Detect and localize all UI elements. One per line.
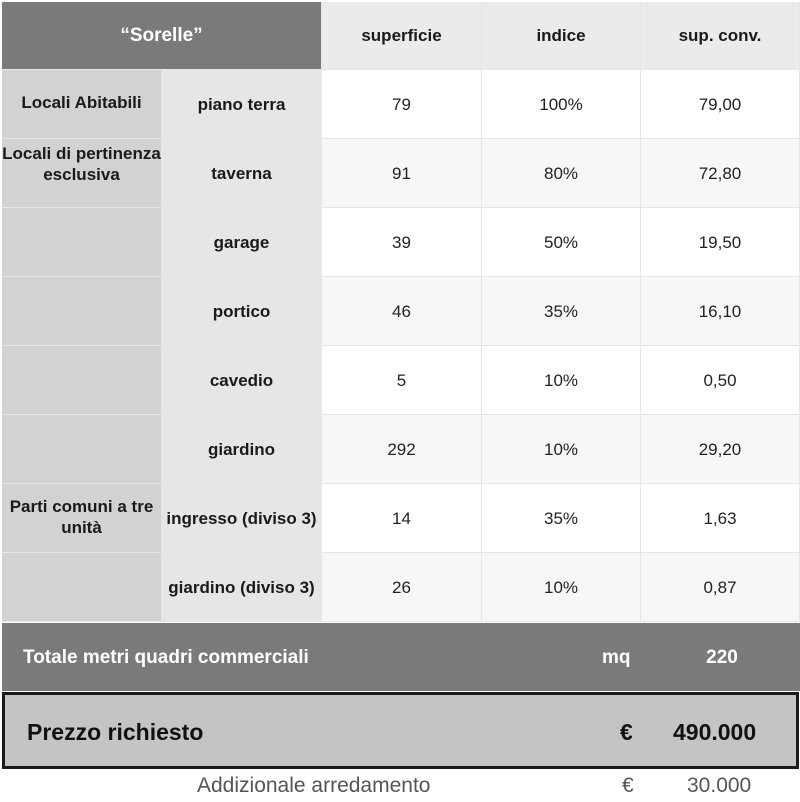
row-sup-conv: 19,50 bbox=[641, 208, 800, 277]
row-group: Locali di pertinenza esclusiva bbox=[2, 139, 162, 208]
row-superficie: 26 bbox=[322, 553, 482, 622]
row-group bbox=[2, 277, 162, 346]
row-superficie: 14 bbox=[322, 484, 482, 553]
row-sup-conv: 79,00 bbox=[641, 70, 800, 139]
row-superficie: 5 bbox=[322, 346, 482, 415]
row-name: cavedio bbox=[162, 346, 322, 415]
row-name: giardino (diviso 3) bbox=[162, 553, 322, 622]
total-bar bbox=[2, 623, 800, 691]
row-group bbox=[2, 553, 162, 622]
row-sup-conv: 29,20 bbox=[641, 415, 800, 484]
row-superficie: 79 bbox=[322, 70, 482, 139]
row-indice: 35% bbox=[482, 277, 641, 346]
total-value: 220 bbox=[706, 647, 738, 668]
row-sup-conv: 0,50 bbox=[641, 346, 800, 415]
furnishing-row bbox=[2, 771, 800, 802]
row-name: giardino bbox=[162, 415, 322, 484]
row-indice: 10% bbox=[482, 415, 641, 484]
header-sup-conv: sup. conv. bbox=[641, 2, 800, 70]
furnishing-label: Addizionale arredamento bbox=[197, 774, 431, 797]
price-value: 490.000 bbox=[673, 719, 757, 745]
total-unit: mq bbox=[602, 647, 631, 668]
row-group: Parti comuni a tre unità bbox=[2, 484, 162, 553]
row-sup-conv: 16,10 bbox=[641, 277, 800, 346]
table-row bbox=[2, 484, 800, 553]
row-superficie: 292 bbox=[322, 415, 482, 484]
furnishing-currency: € bbox=[622, 774, 634, 797]
row-superficie: 46 bbox=[322, 277, 482, 346]
table-row bbox=[2, 277, 800, 346]
row-superficie: 91 bbox=[322, 139, 482, 208]
row-sup-conv: 1,63 bbox=[641, 484, 800, 553]
row-indice: 10% bbox=[482, 346, 641, 415]
row-indice: 100% bbox=[482, 70, 641, 139]
row-name: portico bbox=[162, 277, 322, 346]
row-name: garage bbox=[162, 208, 322, 277]
row-sup-conv: 0,87 bbox=[641, 553, 800, 622]
table-row bbox=[2, 139, 800, 208]
row-group: Locali Abitabili bbox=[2, 70, 162, 139]
row-sup-conv: 72,80 bbox=[641, 139, 800, 208]
table-row bbox=[2, 346, 800, 415]
total-label: Totale metri quadri commerciali bbox=[23, 647, 309, 668]
row-group bbox=[2, 208, 162, 277]
row-name: taverna bbox=[162, 139, 322, 208]
row-indice: 80% bbox=[482, 139, 641, 208]
row-name: ingresso (diviso 3) bbox=[162, 484, 322, 553]
surface-table bbox=[2, 2, 800, 622]
price-currency: € bbox=[620, 719, 633, 745]
header-superficie: superficie bbox=[322, 2, 482, 70]
price-box bbox=[2, 692, 799, 769]
row-group bbox=[2, 415, 162, 484]
header-indice: indice bbox=[482, 2, 641, 70]
table-row bbox=[2, 415, 800, 484]
furnishing-value: 30.000 bbox=[687, 774, 752, 797]
table-row bbox=[2, 208, 800, 277]
table-row bbox=[2, 70, 800, 139]
table-header bbox=[2, 2, 800, 70]
row-indice: 10% bbox=[482, 553, 641, 622]
row-name: piano terra bbox=[162, 70, 322, 139]
row-indice: 35% bbox=[482, 484, 641, 553]
property-title: “Sorelle” bbox=[2, 2, 322, 70]
row-indice: 50% bbox=[482, 208, 641, 277]
price-label: Prezzo richiesto bbox=[27, 719, 204, 745]
row-superficie: 39 bbox=[322, 208, 482, 277]
table-row bbox=[2, 553, 800, 622]
row-group bbox=[2, 346, 162, 415]
